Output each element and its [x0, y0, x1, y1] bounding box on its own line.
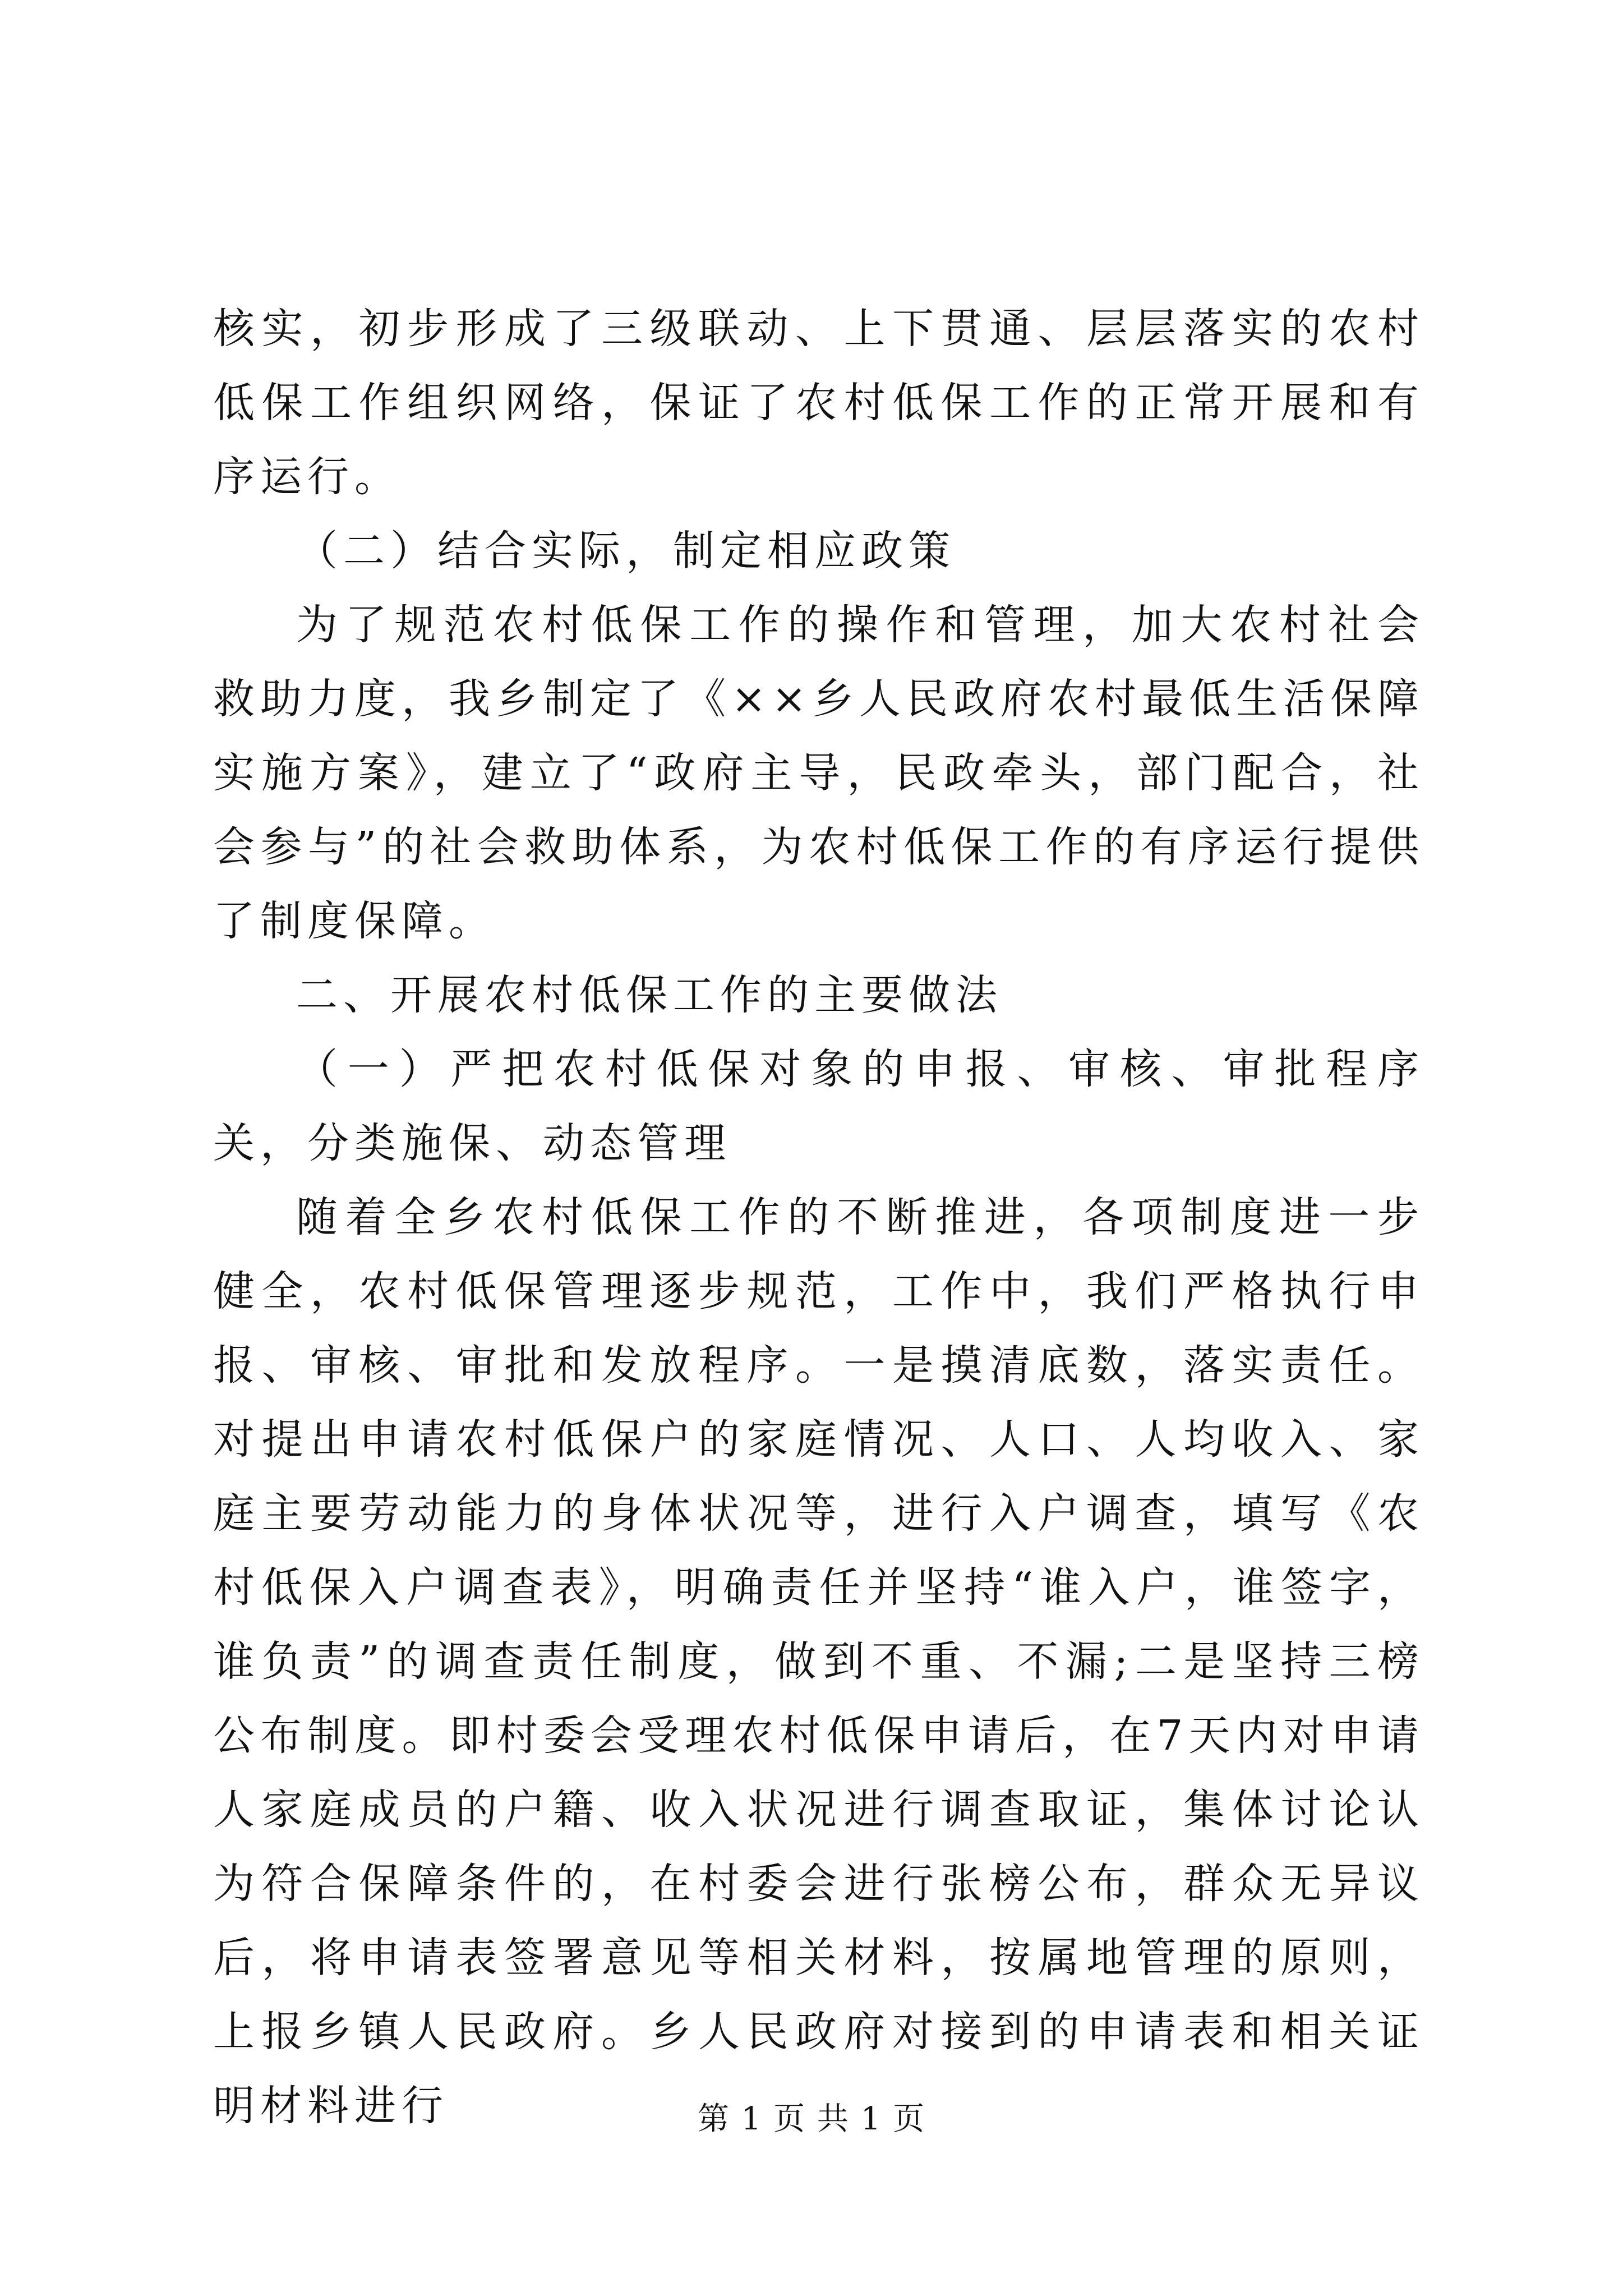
section-heading-2-2: （二）结合实际，制定相应政策 [296, 527, 956, 575]
page-footer: 第 1 页 共 1 页 [697, 2101, 926, 2137]
section-heading-2-1: （一）严把农村低保对象的申报、审核、审批程序关，分类施保、动态管理 [213, 1045, 1424, 1167]
paragraph-continuation: 核实，初步形成了三级联动、上下贯通、层层落实的农村低保工作组织网络，保证了农村低保工作的正常开展和有序运行。 [213, 305, 1424, 501]
section-heading-main-2: 二、开展农村低保工作的主要做法 [296, 971, 1003, 1019]
paragraph-procedure: 随着全乡农村低保工作的不断推进，各项制度进一步健全，农村低保管理逐步规范，工作中，我们严格执行申报、审核、审批和发放程序。一是摸清底数，落实责任。对提出申请农村低保户的家庭情况、人口、人均收入、家庭主要劳动能力的身体状况等，进行入户调查，填写《农村低保入户调查表》，明确责任并坚持“谁入户，谁签字，谁负责”的调查责任制度，做到不重、不漏;二是坚持三榜公布制度。即村委会受理农村低保申请后，在7天内对申请人家庭成员的户籍、收入状况进行调查取证，集体讨论认为符合保障条件的，在村委会进行张榜公布，群众无异议后，将申请表签署意见等相关材料，按属地管理的原则，上报乡镇人民政府。乡人民政府对接到的申请表和相关证明材料进行 [213, 1193, 1424, 2130]
document-body [213, 292, 1424, 2143]
paragraph-policy: 为了规范农村低保工作的操作和管理，加大农村社会救助力度，我乡制定了《××乡人民政府农村最低生活保障实施方案》，建立了“政府主导，民政牵头，部门配合，社会参与”的社会救助体系，为农村低保工作的有序运行提供了制度保障。 [213, 601, 1425, 945]
